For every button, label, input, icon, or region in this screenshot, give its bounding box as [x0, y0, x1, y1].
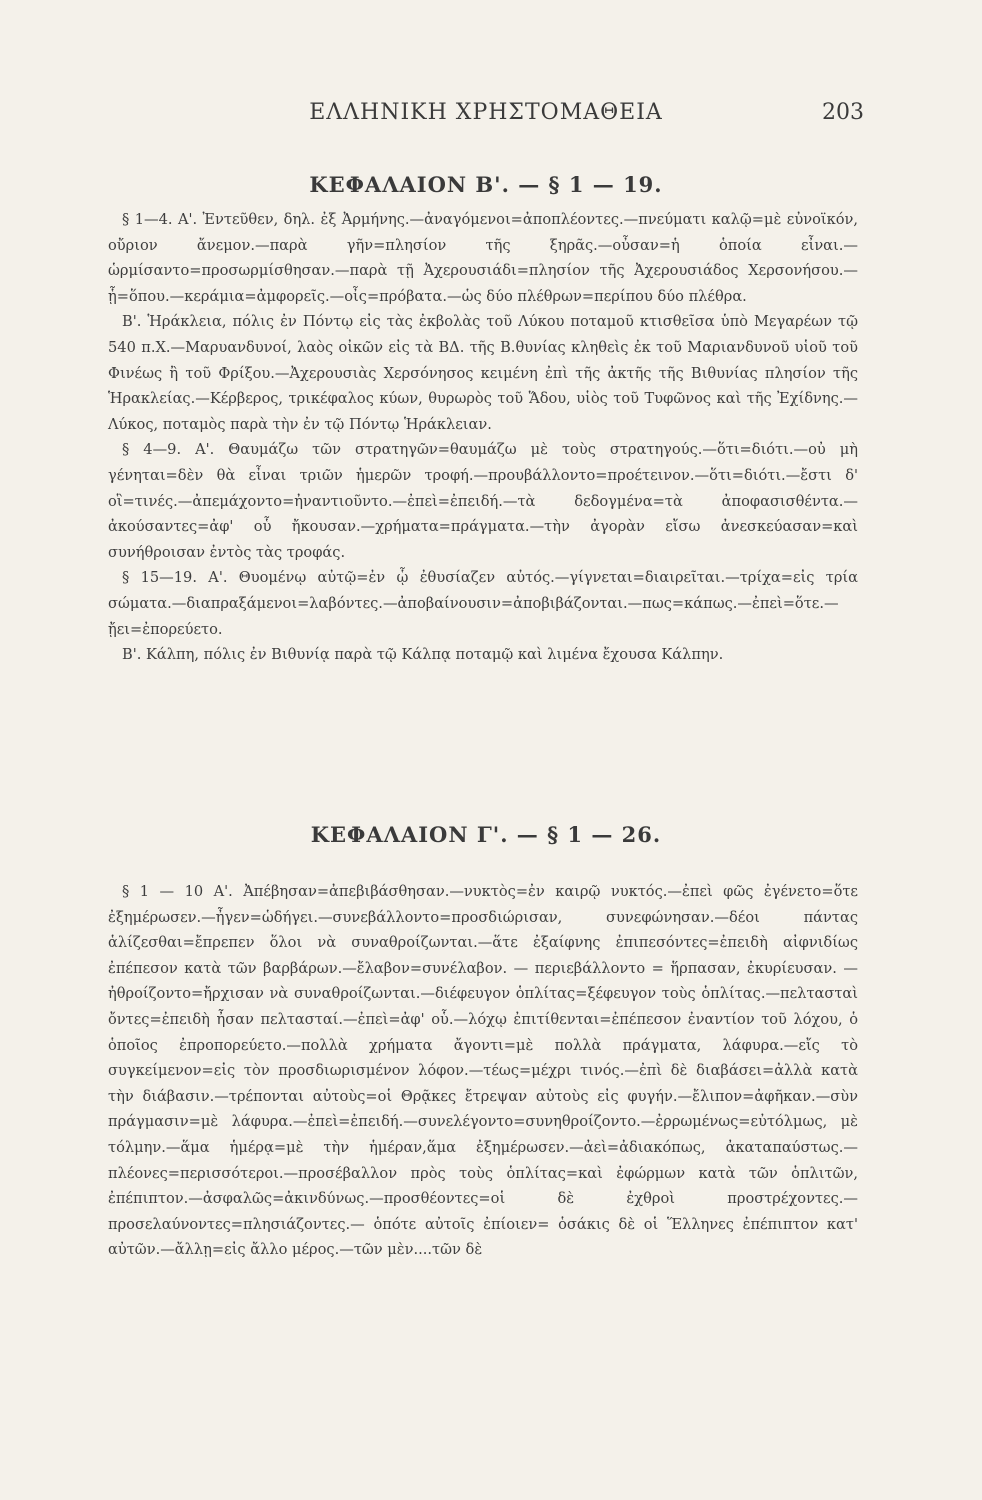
page-number: 203: [822, 100, 864, 125]
chapter-heading: ΚΕΦΑΛΑΙΟΝ Γ'. — § 1 — 26.: [310, 822, 662, 847]
commentary-paragraph: § 15—19. Α'. Θυομένῳ αὐτῷ=ἐν ᾧ ἐθυσίαζεν αὐτός.—γίγνεται=διαιρεῖται.—τρίχα=εἰς τρία σώματα.—διαπραξάμενοι=λαβόντες.—ἀποβαίνουσιν=ἀποβιβάζονται.—πως=κάπως.—ἐπεὶ=ὅτε.—ᾔει=ἐπορεύετο.: [108, 569, 858, 638]
running-head: [108, 100, 864, 132]
commentary-block: [108, 207, 858, 668]
running-title: ΕΛΛΗΝΙΚΗ ΧΡΗΣΤΟΜΑΘΕΙΑ: [309, 100, 663, 125]
commentary-paragraph: § 1 — 10 Α'. Ἀπέβησαν=ἀπεβιβάσθησαν.—νυκτὸς=ἐν καιρῷ νυκτός.—ἐπεὶ φῶς ἐγένετο=ὅτε ἐξημέρωσεν.—ἦγεν=ὡδήγει.—συνεβάλλοντο=προσδιώρισαν, συνεφώνησαν.—δέοι πάντας ἁλίζεσθαι=ἔπρεπεν ὅλοι νὰ συναθροίζωνται.—ἅτε ἐξαίφνης ἐπιπεσόντες=ἐπειδὴ αἰφνιδίως ἐπέπεσον κατὰ τῶν βαρβάρων.—ἔλαβον=συνέλαβον. — περιεβάλλοντο = ἥρπασαν, ἐκυρίευσαν. — ἠθροίζοντο=ἤρχισαν νὰ συναθροίζωνται.—διέφευγον ὁπλίτας=ξέφευγον τοὺς ὁπλίτας.—πελτασταὶ ὄντες=ἐπειδὴ ἦσαν πελτασταί.—ἐπεὶ=ἀφ' οὗ.—λόχῳ ἐπιτίθενται=ἐπέπεσον ἐναντίον τοῦ λόχου, ὁ ὁποῖος ἐπροπορεύετο.—πολλὰ χρήματα ἄγοντι=μὲ πολλὰ πράγματα, λάφυρα.—εἴς τὸ συγκείμενον=εἰς τὸν προσδιωρισμένον λόφον.—τέως=μέχρι τινός.—ἐπὶ δὲ διαβάσει=ἀλλὰ κατὰ τὴν διάβασιν.—τρέπονται αὐτοὺς=οἱ Θρᾷκες ἔτρεψαν αὐτοὺς εἰς φυγήν.—ἔλιπον=ἀφῆκαν.—σὺν πράγμασιν=μὲ λάφυρα.—ἐπεὶ=ἐπειδή.—συνελέγοντο=συνηθροίζοντο.—ἐρρωμένως=εὐτόλμως, μὲ τόλμην.—ἅμα ἡμέρᾳ=μὲ τὴν ἡμέραν,ἅμα ἐξημέρωσεν.—ἀεὶ=ἀδιακόπως, ἀκαταπαύστως.—πλέονες=περισσότεροι.—προσέβαλλον πρὸς τοὺς ὁπλίτας=καὶ ἐφώρμων κατὰ τῶν ὁπλιτῶν, ἐπέπιπτον.—ἀσφαλῶς=ἀκινδύνως.—προσθέοντες=οἱ δὲ ἐχθροὶ προστρέχοντες.—προσελαύνοντες=πλησιάζοντες.— ὁπότε αὐτοῖς ἐπίοιεν= ὁσάκις δὲ οἱ Ἕλληνες ἐπέπιπτον κατ' αὐτῶν.—ἄλλῃ=εἰς ἄλλο μέρος.—τῶν μὲν....τῶν δὲ: [108, 883, 858, 1259]
chapter-heading: ΚΕΦΑΛΑΙΟΝ Β'. — § 1 — 19.: [309, 172, 663, 197]
commentary-paragraph: § 4—9. Α'. Θαυμάζω τῶν στρατηγῶν=θαυμάζω μὲ τοὺς στρατηγούς.—ὅτι=διότι.—οὐ μὴ γένηται=δὲν θὰ εἶναι τριῶν ἡμερῶν τροφή.—προυβάλλοντο=προέτεινον.—ὅτι=διότι.—ἔστι δ' οἳ=τινές.—ἀπεμάχοντο=ἠναντιοῦντο.—ἐπεὶ=ἐπειδή.—τὰ δεδογμένα=τὰ ἀποφασισθέντα.—ἀκούσαντες=ἀφ' οὗ ἤκουσαν.—χρήματα=πράγματα.—τὴν ἀγορὰν εἴσω ἀνεσκεύασαν=καὶ συνήθροισαν ἐντὸς τὰς τροφάς.: [108, 441, 858, 561]
commentary-paragraph: Β'. Κάλπη, πόλις ἐν Βιθυνίᾳ παρὰ τῷ Κάλπᾳ ποταμῷ καὶ λιμένα ἔχουσα Κάλπην.: [122, 646, 724, 664]
commentary-paragraph: § 1—4. Α'. Ἐντεῦθεν, δηλ. ἐξ Ἀρμήνης.—ἀναγόμενοι=ἀποπλέοντες.—πνεύματι καλῷ=μὲ εὐνοϊκόν, οὔριον ἄνεμον.—παρὰ γῆν=πλησίον τῆς ξηρᾶς.—οὖσαν=ἡ ὁποία εἶναι.—ὡρμίσαντο=προσωρμίσθησαν.—παρὰ τῇ Ἀχερουσιάδι=πλησίον τῆς Ἀχερουσιάδος Χερσονήσου.—ᾗ=ὅπου.—κεράμια=ἀμφορεῖς.—οἶς=πρόβατα.—ὡς δύο πλέθρων=περίπου δύο πλέθρα.: [108, 211, 858, 305]
commentary-block: [108, 879, 858, 1263]
commentary-paragraph: Β'. Ἡράκλεια, πόλις ἐν Πόντῳ εἰς τὰς ἐκβολὰς τοῦ Λύκου ποταμοῦ κτισθεῖσα ὑπὸ Μεγαρέων τῷ 540 π.Χ.—Μαρυανδυνοί, λαὸς οἰκῶν εἰς τὰ ΒΔ. τῆς Β.θυνίας κληθεὶς ἐκ τοῦ Μαριανδυνοῦ υἱοῦ τοῦ Φινέως ἢ τοῦ Φρίξου.—Ἀχερουσιὰς Χερσόνησος κειμένη ἐπὶ τῆς ἀκτῆς τῆς Βιθυνίας πλησίον τῆς Ἡρακλείας.—Κέρβερος, τρικέφαλος κύων, θυρωρὸς τοῦ Ἅδου, υἱὸς τοῦ Τυφῶνος καὶ τῆς Ἐχίδνης.—Λύκος, ποταμὸς παρὰ τὴν ἐν τῷ Πόντῳ Ἡράκλειαν.: [108, 313, 858, 433]
